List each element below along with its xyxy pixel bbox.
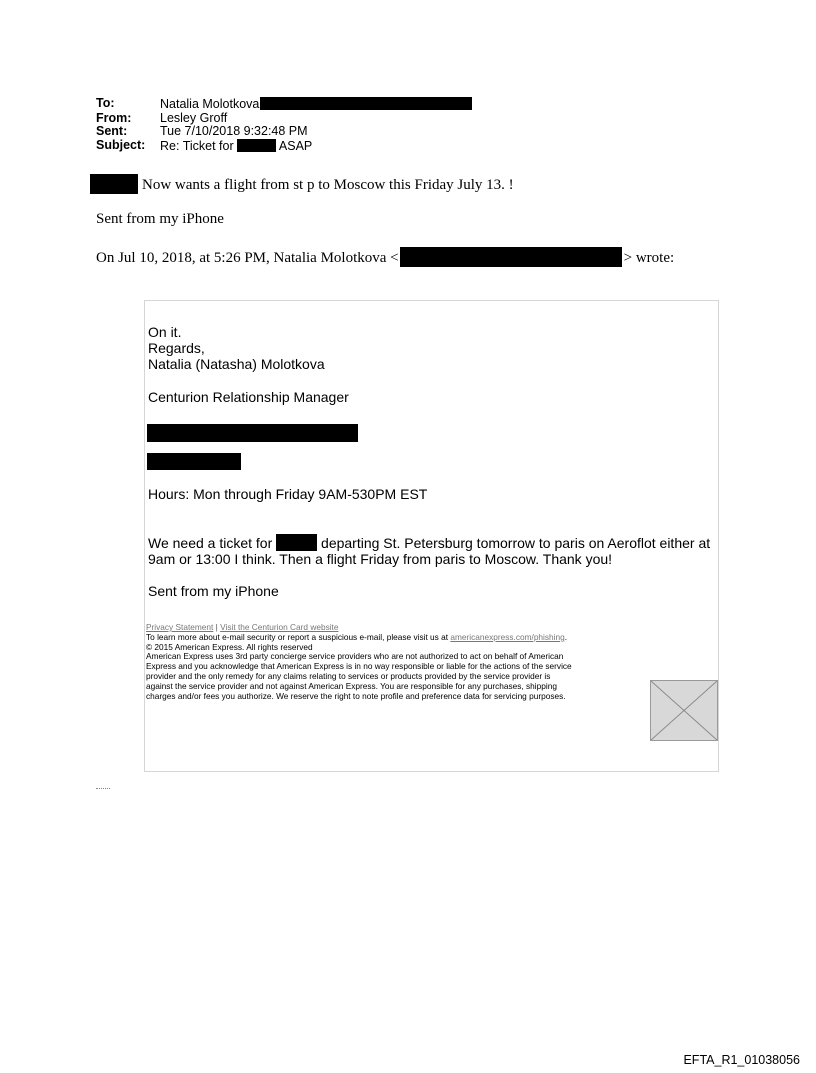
quoted-sender-role: Centurion Relationship Manager — [148, 389, 349, 405]
to-value — [160, 97, 472, 112]
quote-intro-prefix: On Jul 10, 2018, at 5:26 PM, Natalia Molotkova < — [96, 250, 399, 266]
document-id: EFTA_R1_01038056 — [683, 1053, 800, 1067]
redaction-bar — [276, 534, 317, 551]
sent-value: Tue 7/10/2018 9:32:48 PM — [160, 124, 308, 138]
quote-intro-suffix: > wrote: — [623, 250, 675, 266]
redaction-bar — [237, 139, 276, 152]
subject-suffix: ASAP — [278, 138, 313, 153]
request-prefix: We need a ticket for — [148, 535, 273, 551]
to-row — [96, 97, 472, 112]
redaction-bar — [400, 247, 622, 267]
subject-prefix: Re: Ticket for — [160, 138, 234, 153]
divider-mark — [96, 786, 110, 789]
redaction-bar — [147, 453, 241, 470]
email-header — [96, 97, 472, 153]
quoted-request — [148, 534, 710, 567]
to-name: Natalia Molotkova — [160, 97, 260, 111]
subject-row — [96, 139, 472, 154]
redaction-bar — [147, 424, 358, 442]
phishing-link[interactable]: americanexpress.com/phishing — [450, 631, 565, 642]
link-separator: | — [215, 622, 218, 632]
quoted-regards: Regards, — [148, 340, 205, 356]
quoted-hours: Hours: Mon through Friday 9AM-530PM EST — [148, 486, 428, 502]
redaction-bar — [260, 97, 472, 110]
sent-row — [96, 125, 472, 139]
quoted-on-it: On it. — [148, 324, 182, 340]
to-label: To: — [96, 96, 115, 110]
sent-label: Sent: — [96, 124, 128, 138]
broken-image-placeholder-icon — [650, 680, 718, 741]
disclaimer-line: American Express uses 3rd party concierge service providers who are not authorized to act on behalf of American — [146, 651, 564, 662]
request-line-2: 9am or 13:00 I think. Then a flight Friday from paris to Moscow. Thank you! — [148, 551, 613, 567]
privacy-statement-link[interactable]: Privacy Statement — [146, 622, 214, 632]
quoted-sender-name: Natalia (Natasha) Molotkova — [148, 356, 325, 372]
centurion-website-link[interactable]: Visit the Centurion Card website — [220, 622, 339, 632]
disclaimer-line: charges and/or fees you authorize. We reserve the right to note profile and preference data for servicing purposes. — [146, 690, 566, 701]
from-row — [96, 112, 472, 126]
disclaimer-line: provider and the only remedy for any claims relating to services or products provided by the service provider is — [146, 670, 551, 681]
from-value: Lesley Groff — [160, 110, 228, 125]
quote-intro — [96, 247, 674, 267]
copyright: © 2015 American Express. All rights reserved — [146, 641, 313, 652]
redaction-bar — [90, 174, 138, 194]
message-signature: Sent from my iPhone — [96, 211, 224, 227]
message-line-1 — [90, 174, 514, 194]
quoted-signature: Sent from my iPhone — [148, 583, 279, 599]
message-text: Now wants a flight from st p to Moscow this Friday July 13. ! — [142, 177, 514, 193]
subject-label: Subject: — [96, 137, 146, 152]
quoted-message-box — [144, 300, 719, 772]
subject-value — [160, 139, 312, 154]
security-text: To learn more about e-mail security or report a suspicious e-mail, please visit us at — [146, 631, 449, 642]
request-line-1: departing St. Petersburg tomorrow to paris on Aeroflot either at — [321, 535, 711, 551]
disclaimer-line: Express and you acknowledge that American Express is in no way responsible or liable for the actions of the service — [146, 661, 572, 672]
legal-footer — [146, 623, 646, 701]
security-period: . — [564, 631, 568, 642]
from-label: From: — [96, 110, 132, 125]
disclaimer-line: against the service provider and not against American Express. You are responsible for any purchases, shipping — [146, 680, 557, 691]
